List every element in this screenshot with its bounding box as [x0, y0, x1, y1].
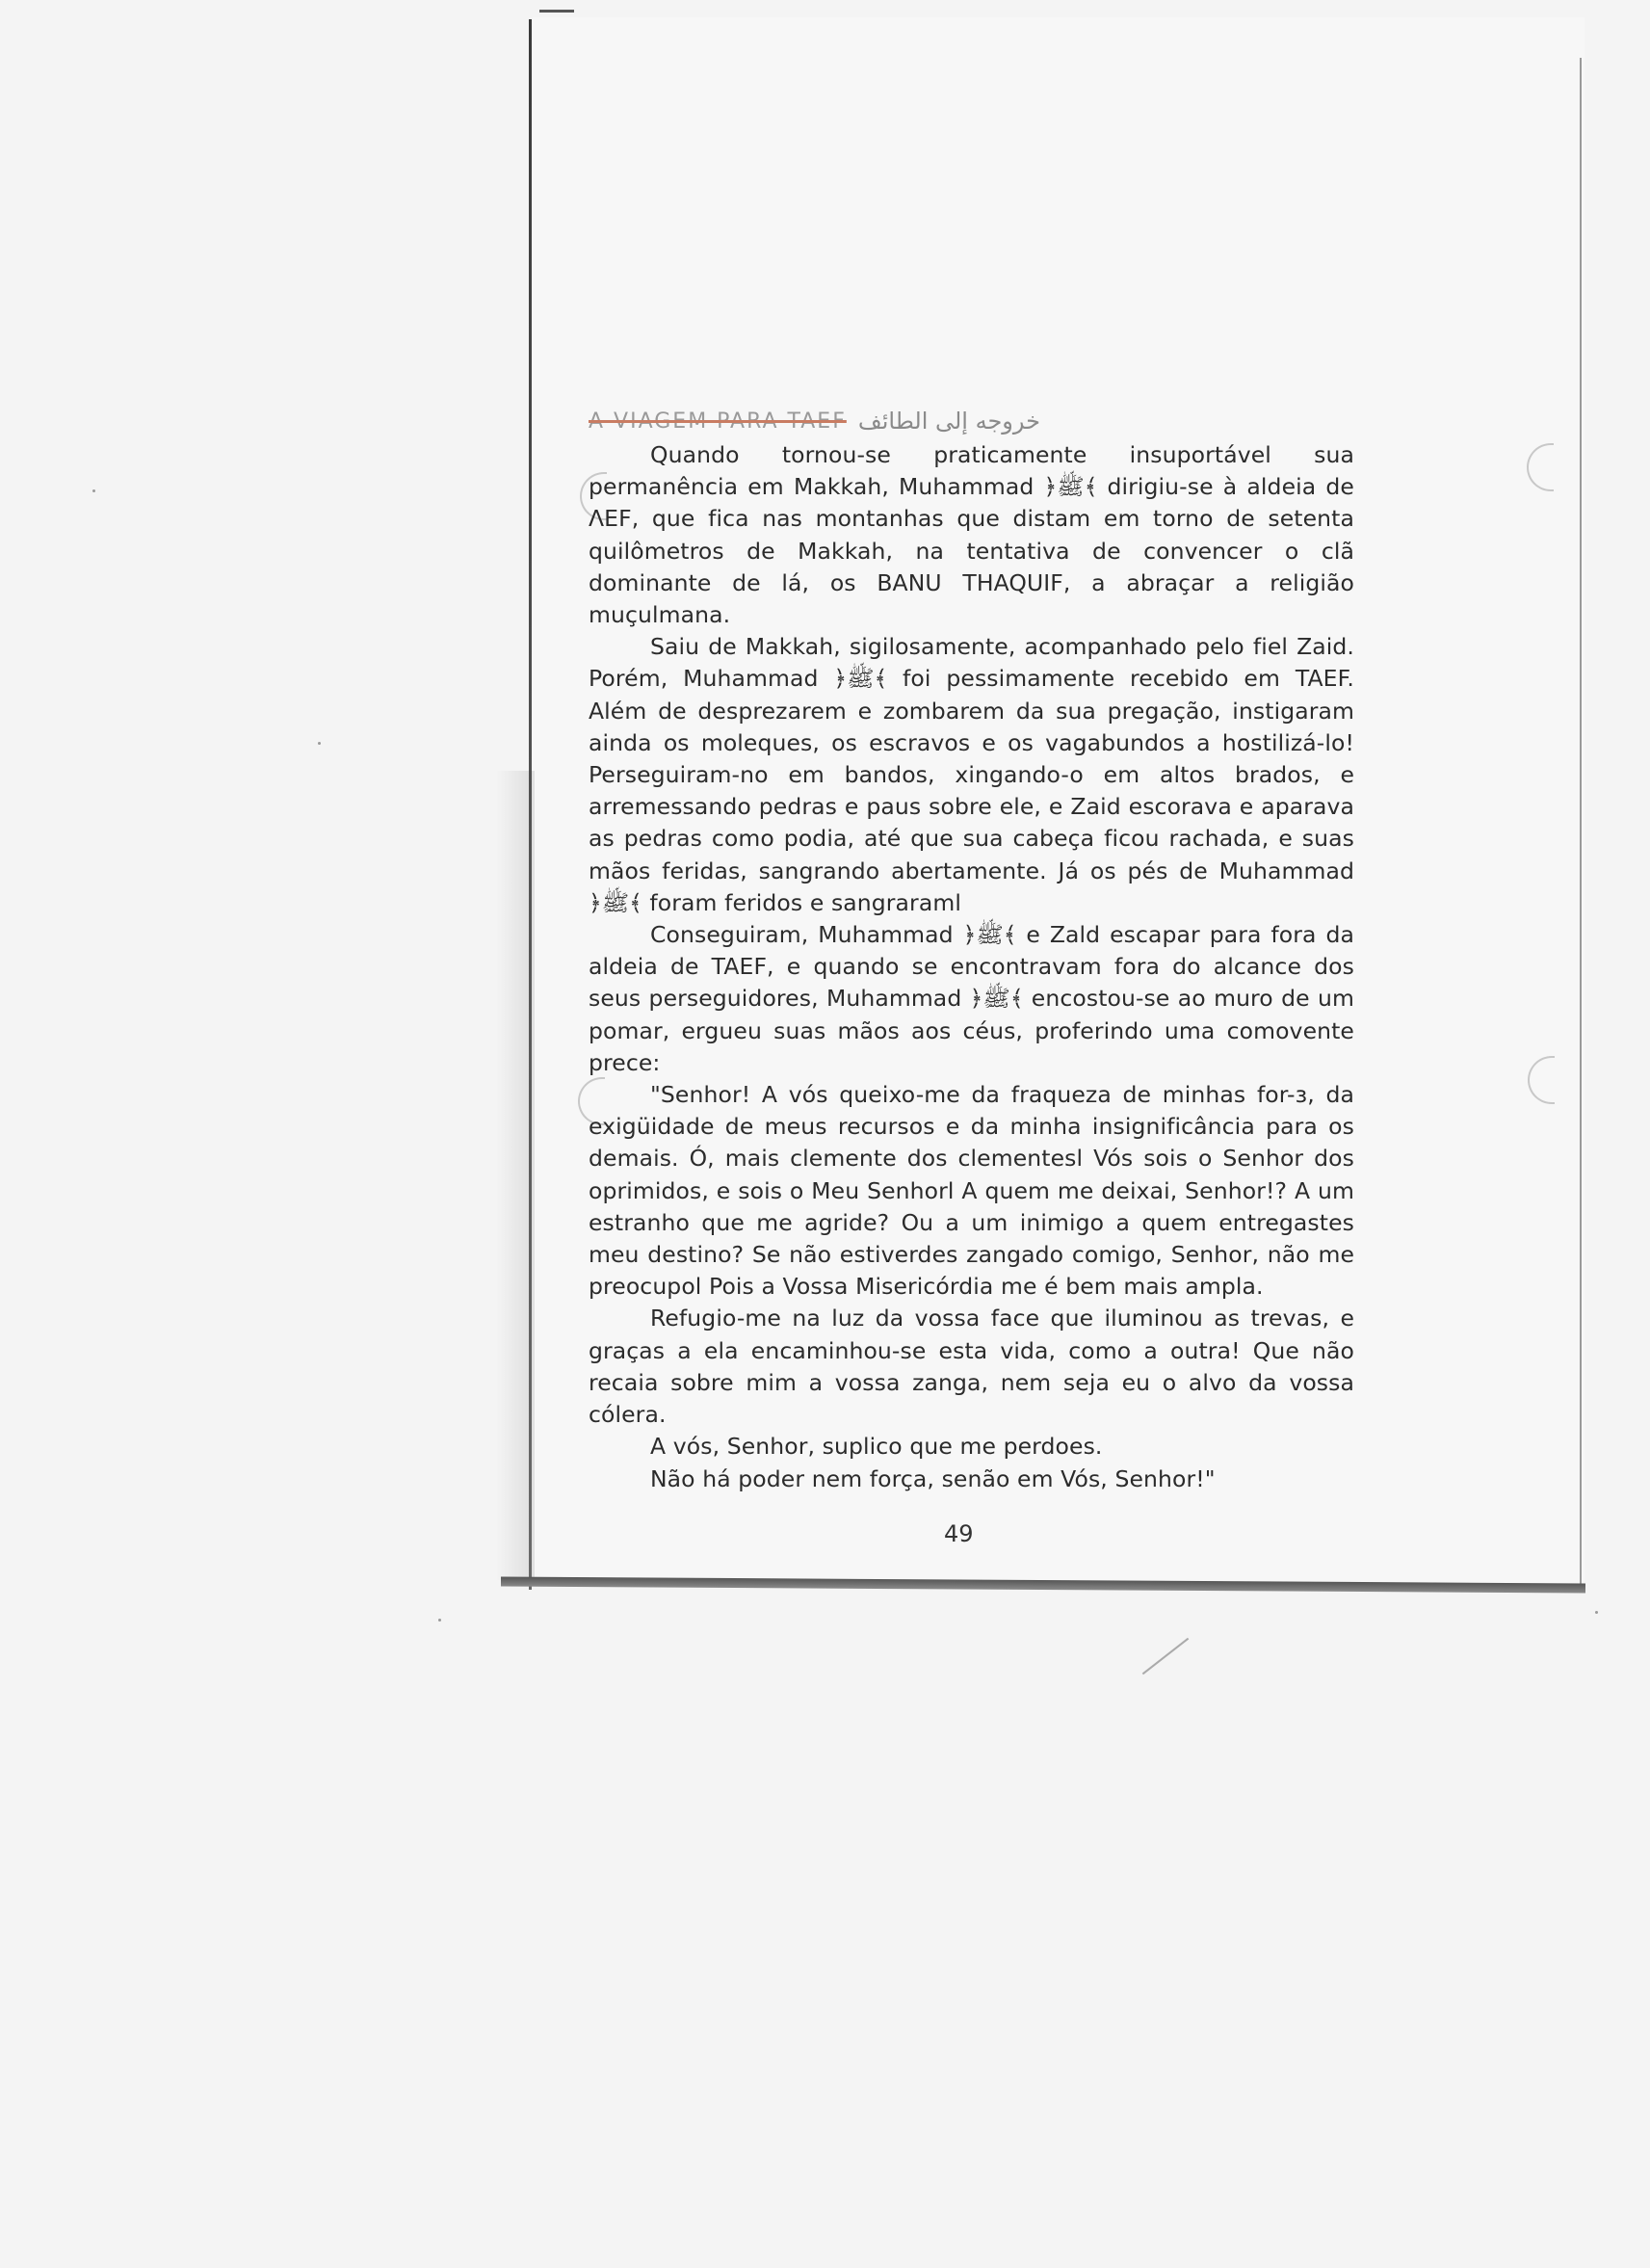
scan-speck [1595, 1611, 1598, 1614]
chapter-title: A VIAGEM PARA TAEF [589, 409, 847, 435]
page-right-edge [1580, 58, 1582, 1590]
paragraph-7: Não há poder nem força, senão em Vós, Senhor!" [650, 1464, 1216, 1492]
page-number: 49 [944, 1520, 974, 1547]
pen-scribble [1142, 1638, 1190, 1675]
page-left-edge [529, 19, 532, 1590]
paragraph-3: Conseguiram, Muhammad ﴿ﷺ﴾ e Zald escapar para fora da aldeia de TAEF, e quando se encontravam fora do alcance dos seus perseguidores, Muhammad ﴿ﷺ﴾ encostou-se ao muro de um pomar, ergueu suas mãos aos céus, proferindo uma comovente prece: [589, 921, 1354, 1076]
paragraph-5: Refugio-me na luz da vossa face que iluminou as trevas, e graças a ela encaminhou-se esta vida, como a outra! Que não recaia sobre mim a vossa zanga, nem seja eu o alvo da vossa cólera. [589, 1305, 1354, 1429]
paragraph-1: Quando tornou-se praticamente insuportável sua permanência em Makkah, Muhammad ﴿ﷺ﴾ dirigiu-se à aldeia de ΛEF, que fica nas montanhas que distam em torno de setenta quilômetros de Makkah, na tentativa de convencer o clã dominante de lá, os BANU THAQUIF, a abraçar a religião muçulmana. [589, 441, 1354, 629]
scan-speck [438, 1619, 441, 1622]
article-text [589, 403, 1354, 1495]
page-corner-mark [539, 10, 574, 13]
paragraph-2: Saiu de Makkah, sigilosamente, acompanhado pelo fiel Zaid. Porém, Muhammad ﴿ﷺ﴾ foi pessimamente recebido em TAEF. Além de desprezarem e zombarem da sua pregação, instigaram ainda os moleques, os escravos e os vagabundos a hostilizá-lo! Perseguiram-no em bandos, xingando-o em altos brados, e arremessando pedras e paus sobre ele, e Zaid escorava e aparava as pedras como podia, até que sua cabeça ficou rachada, e suas mãos feridas, sangrando abertamente. Já os pés de Muhammad ﴿ﷺ﴾ foram feridos e sangraraml [589, 633, 1354, 916]
scan-speck [92, 489, 95, 492]
scan-speck [318, 742, 321, 745]
paragraph-6: A vós, Senhor, suplico que me perdoes. [650, 1433, 1103, 1461]
paragraph-4: "Senhor! A vós queixo-me da fraqueza de minhas for-ɜ, da exigüidade de meus recursos e da minha insignificância para os demais. Ó, mais clemente dos clementesl Vós sois o Senhor dos oprimidos, e sois o Meu Senhorl A quem me deixai, Senhor!? A um estranho que me agride? Ou a um inimigo a quem entregastes meu destino? Se não estiverdes zangado comigo, Senhor, não me preocupol Pois a Vossa Misericórdia me é bem mais ampla. [589, 1081, 1354, 1301]
chapter-title-arabic: خروجه إلى الطائف [857, 408, 1040, 435]
chapter-header [589, 403, 1354, 441]
